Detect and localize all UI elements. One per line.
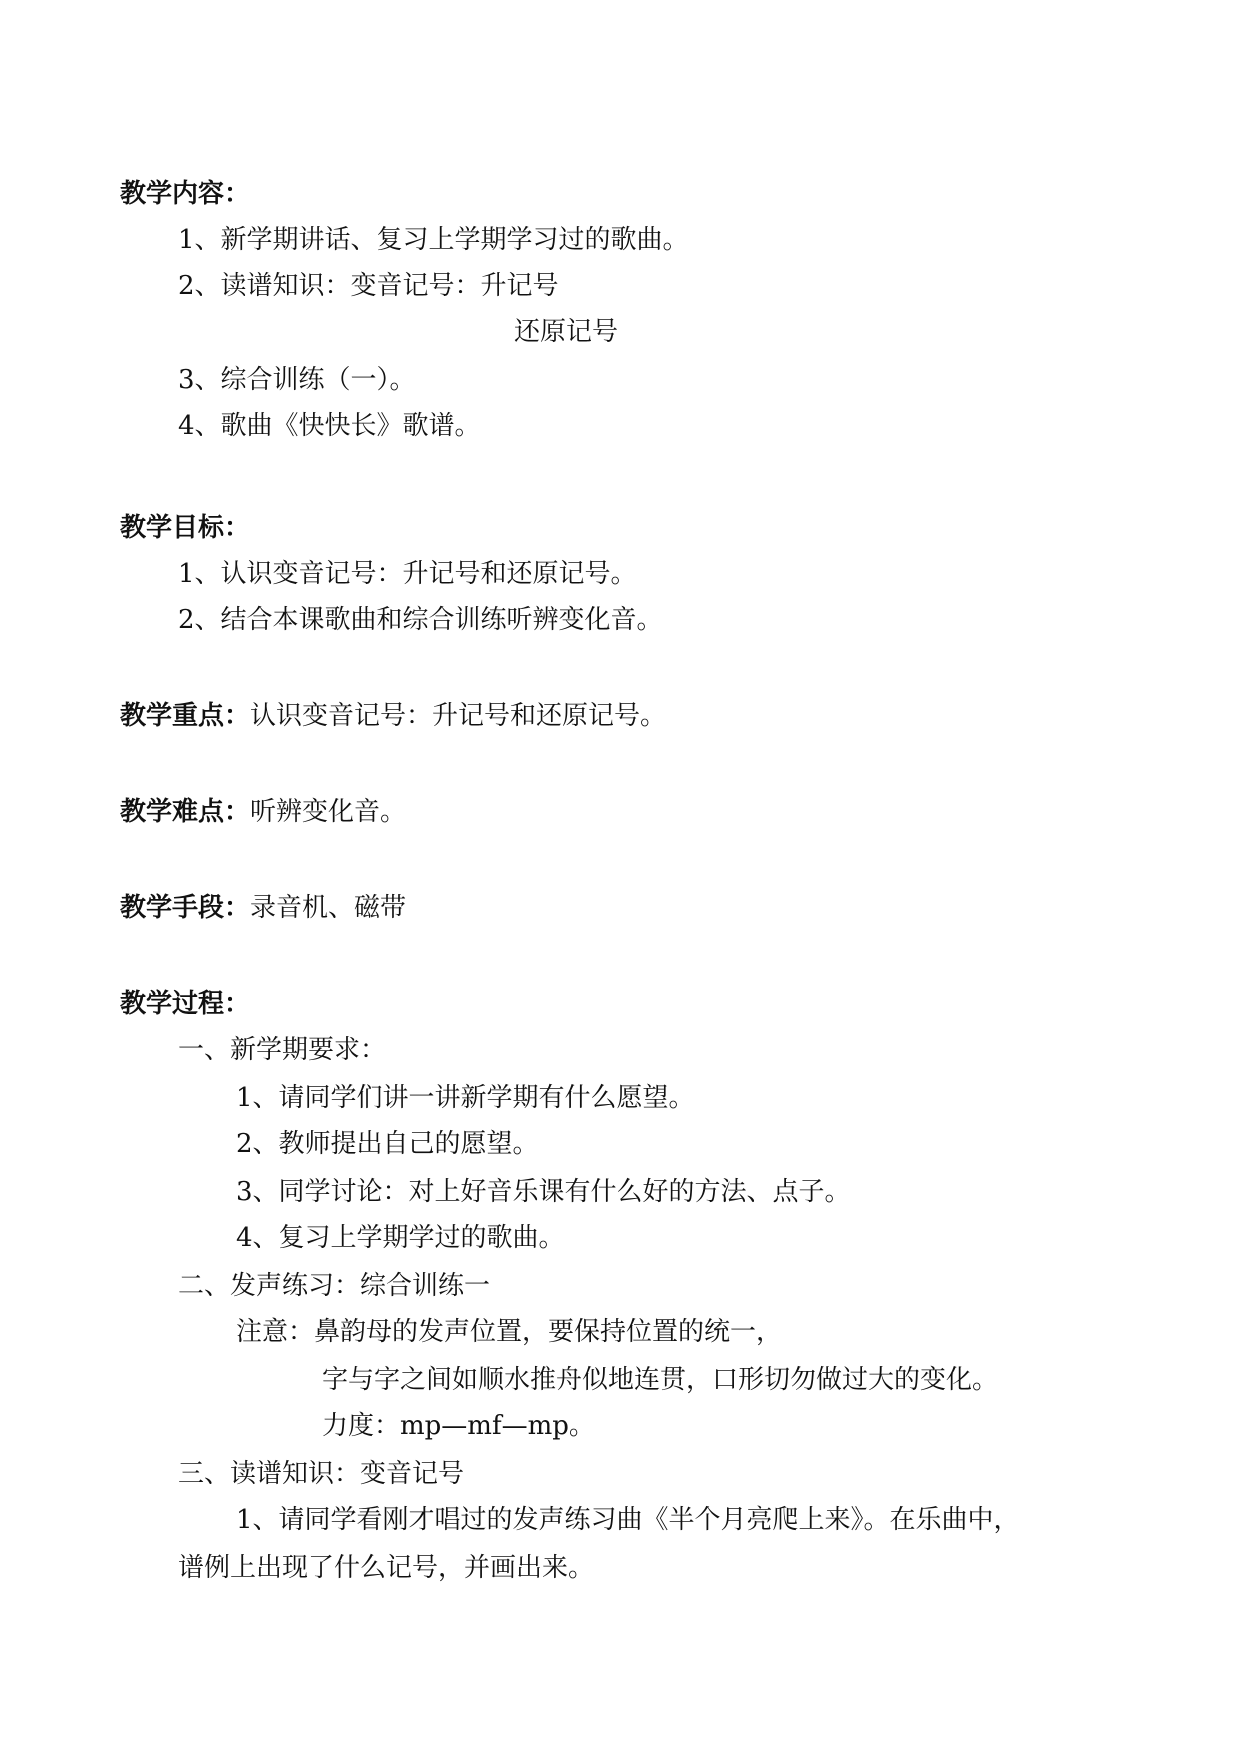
process-part1-item-4: 4、复习上学期学过的歌曲。 bbox=[236, 1223, 565, 1253]
goal-item-2: 2、结合本课歌曲和综合训练听辨变化音。 bbox=[178, 605, 663, 635]
content-item-3: 3、综合训练（一）。 bbox=[178, 365, 416, 395]
process-part1-item-3: 3、同学讨论：对上好音乐课有什么好的方法、点子。 bbox=[236, 1177, 851, 1207]
means-line bbox=[120, 892, 406, 924]
process-part3-title: 三、读谱知识：变音记号 bbox=[178, 1459, 465, 1489]
process-part3-para-line1: 1、请同学看刚才唱过的发声练习曲《半个月亮爬上来》。在乐曲中， bbox=[236, 1505, 1020, 1535]
section-title-goals: 教学目标： bbox=[120, 513, 251, 543]
section-title-difficulty: 教学难点： bbox=[120, 797, 251, 827]
process-part2-note-line3: 力度：mp—mf—mp。 bbox=[322, 1411, 595, 1441]
content-item-2-sub: 还原记号 bbox=[514, 317, 619, 347]
section-title-process: 教学过程： bbox=[120, 989, 251, 1019]
section-title-key-point: 教学重点： bbox=[120, 701, 251, 731]
process-part1-item-2: 2、教师提出自己的愿望。 bbox=[236, 1129, 539, 1159]
process-part2-title: 二、发声练习：综合训练一 bbox=[178, 1271, 491, 1301]
key-point-text: 认识变音记号：升记号和还原记号。 bbox=[250, 701, 667, 731]
process-part1-title: 一、新学期要求： bbox=[178, 1035, 387, 1065]
means-text: 录音机、磁带 bbox=[250, 893, 407, 923]
content-item-2: 2、读谱知识：变音记号：升记号 bbox=[178, 271, 559, 301]
content-item-4: 4、歌曲《快快长》歌谱。 bbox=[178, 411, 481, 441]
key-point-line bbox=[120, 700, 666, 732]
process-part2-note: 注意：鼻韵母的发声位置，要保持位置的统一， bbox=[236, 1317, 783, 1347]
goal-item-1: 1、认识变音记号：升记号和还原记号。 bbox=[178, 559, 637, 589]
difficulty-text: 听辨变化音。 bbox=[250, 797, 407, 827]
section-title-content: 教学内容： bbox=[120, 179, 251, 209]
difficulty-line bbox=[120, 796, 406, 828]
process-part3-para-line2: 谱例上出现了什么记号，并画出来。 bbox=[178, 1553, 595, 1583]
content-item-1: 1、新学期讲话、复习上学期学习过的歌曲。 bbox=[178, 225, 689, 255]
section-title-means: 教学手段： bbox=[120, 893, 251, 923]
process-part1-item-1: 1、请同学们讲一讲新学期有什么愿望。 bbox=[236, 1083, 695, 1113]
process-part2-note-line2: 字与字之间如顺水推舟似地连贯，口形切勿做过大的变化。 bbox=[322, 1365, 999, 1395]
